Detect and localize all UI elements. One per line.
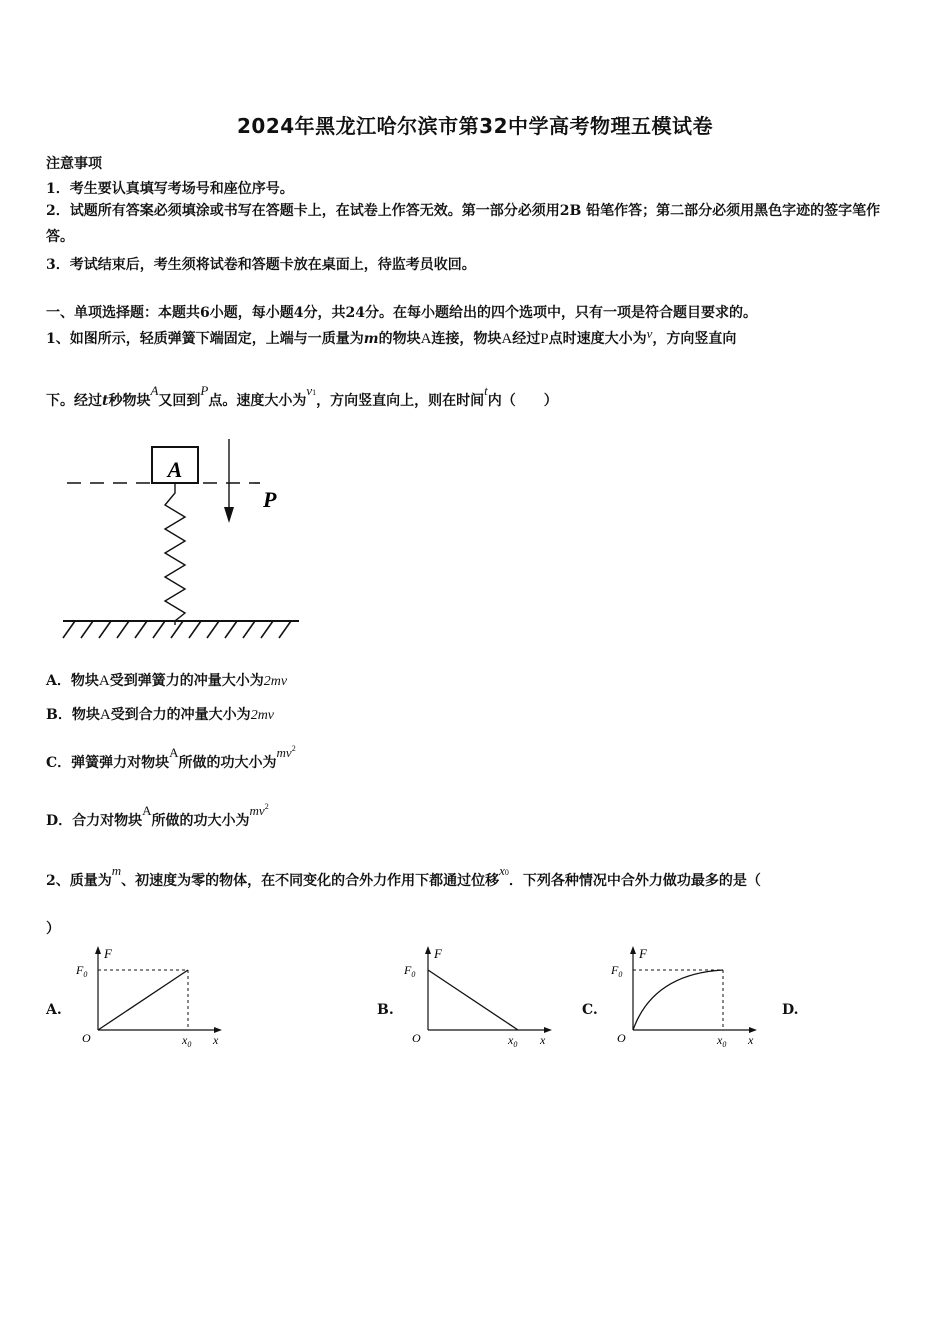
q2-option-c-label: C.	[582, 1002, 598, 1018]
q1-spring-figure	[55, 435, 315, 650]
axis-label-x: x	[748, 1033, 754, 1047]
axis-label-f: F	[104, 946, 112, 961]
q2-option-a-label: A.	[46, 1002, 62, 1018]
axis-label-x: x	[213, 1033, 219, 1047]
x0-label: $x_0$	[508, 1033, 518, 1048]
q2-option-b-label: B.	[377, 1002, 394, 1018]
q2-graph-a	[70, 944, 230, 1048]
q1-stem-line-2: 下。经过t秒物块A又回到P点。速度大小为v1，方向竖直向上，则在时间t内（ ）	[46, 383, 558, 409]
origin-label: O	[82, 1031, 91, 1045]
arrow-head-icon	[224, 507, 234, 523]
q2-stem-line-2: ）	[46, 921, 60, 937]
f0-label: $F_0$	[611, 963, 623, 979]
block-label: A	[167, 457, 183, 482]
arrow-head-icon	[425, 946, 431, 954]
section-header: 一、单项选择题：本题共6小题，每小题4分，共24分。在每小题给出的四个选项中，只有一项是符合题目要求的。	[46, 305, 757, 321]
notes-heading: 注意事项	[46, 156, 102, 172]
x0-label: $x_0$	[717, 1033, 727, 1048]
q2-stem-line-1: 2、质量为m、初速度为零的物体，在不同变化的合外力作用下都通过位移x0．下列各种情况中合外力做功最多的是（	[46, 863, 761, 889]
q2-option-d-label: D.	[782, 1002, 799, 1018]
arrow-head-icon	[95, 946, 101, 954]
q1-option-b: B．物块A受到合力的冲量大小为2mv	[46, 707, 275, 723]
note-item: 3．考试结束后，考生须将试卷和答题卡放在桌面上，待监考员收回。	[46, 257, 476, 273]
origin-label: O	[412, 1031, 421, 1045]
q2-graph-b	[400, 944, 560, 1048]
spring	[165, 483, 185, 625]
q2-graph-c	[605, 944, 765, 1048]
q1-stem-line-1: 1、如图所示，轻质弹簧下端固定，上端与一质量为m的物块A连接，物块A经过P点时速度大小为v，方向竖直向	[46, 326, 737, 347]
f0-label: $F_0$	[76, 963, 88, 979]
f0-label: $F_0$	[404, 963, 416, 979]
q1-option-a: A．物块A受到弹簧力的冲量大小为2mv	[46, 673, 288, 689]
page-title: 2024年黑龙江哈尔滨市第32中学高考物理五模试卷	[237, 114, 713, 138]
force-curve	[633, 970, 723, 1030]
force-curve	[98, 970, 188, 1030]
origin-label: O	[617, 1031, 626, 1045]
x0-label: $x_0$	[182, 1033, 192, 1048]
note-item: 1．考生要认真填写考场号和座位序号。	[46, 181, 294, 197]
axis-label-f: F	[434, 946, 442, 961]
q1-option-c: C．弹簧弹力对物块A所做的功大小为$mv^2$	[46, 744, 296, 771]
note-item: 2．试题所有答案必须填涂或书写在答题卡上，在试卷上作答无效。第一部分必须用2B 铅笔作答；第二部分必须用黑色字迹的签字笔作答。	[46, 203, 881, 245]
point-label: P	[263, 487, 277, 512]
axis-label-x: x	[540, 1033, 546, 1047]
q1-option-d: D．合力对物块A所做的功大小为$mv^2$	[46, 802, 269, 829]
arrow-head-icon	[630, 946, 636, 954]
ground-hatching	[63, 621, 291, 638]
axis-label-f: F	[639, 946, 647, 961]
force-curve	[428, 970, 518, 1030]
